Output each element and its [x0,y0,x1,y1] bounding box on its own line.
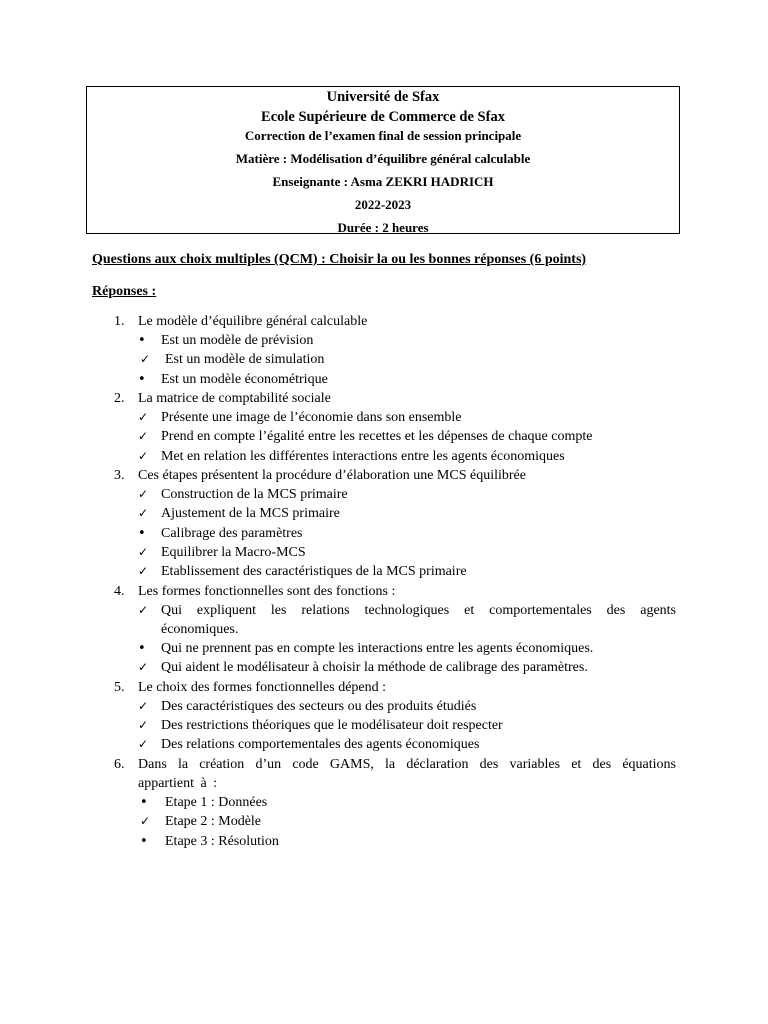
option-text: Equilibrer la Macro-MCS [161,545,306,560]
question-1 [114,312,676,331]
option-5-2 [138,716,676,735]
university-name: Université de Sfax [326,89,440,105]
option-text: Met en relation les différentes interactions entre les agents économiques [161,449,565,464]
bullet-icon: • [138,333,146,348]
option-text: Est un modèle économétrique [161,372,328,387]
bullet-icon: • [138,372,146,387]
question-text: La matrice de comptabilité sociale [138,391,331,406]
bullet-icon: • [138,526,146,541]
question-number: 2. [114,391,125,406]
question-number: 4. [114,584,125,599]
qcm-title: Questions aux choix multiples (QCM) : Choisir la ou les bonnes réponses (6 points) [92,252,587,267]
option-text: Est un modèle de prévision [161,333,314,348]
checkmark-icon: ✓ [138,660,149,674]
exam-duration: Durée : 2 heures [337,220,429,235]
checkmark-icon: ✓ [138,737,149,751]
question-text: Les formes fonctionnelles sont des fonctions : [138,584,396,599]
checkmark-icon: ✓ [138,506,149,520]
option-1-1 [138,331,676,350]
option-2-3 [138,447,676,466]
question-text: Ces étapes présentent la procédure d’élaboration une MCS équilibrée [138,468,526,483]
option-text: Etape 3 : Résolution [165,834,279,849]
checkmark-icon: ✓ [140,352,151,366]
option-text: Qui aident le modélisateur à choisir la méthode de calibrage des paramètres. [161,660,588,675]
option-3-4 [138,543,676,562]
question-6 [114,755,676,794]
option-text: Etablissement des caractéristiques de la MCS primaire [161,564,467,579]
option-text: Est un modèle de simulation [165,352,325,367]
option-6-3 [138,832,676,851]
option-3-1 [138,485,676,504]
exam-title: Correction de l’examen final de session principale [244,128,522,143]
option-text: Prend en compte l’égalité entre les recettes et les dépenses de chaque compte [161,429,593,444]
checkmark-icon: ✓ [140,814,151,828]
option-4-2 [138,639,676,658]
header-box [86,86,680,234]
option-6-1 [138,793,676,812]
option-3-5 [138,562,676,581]
bullet-icon: • [140,795,148,810]
checkmark-icon: ✓ [138,545,149,559]
option-text: Des caractéristiques des secteurs ou des produits étudiés [161,699,477,714]
checkmark-icon: ✓ [138,487,149,501]
option-text: Des restrictions théoriques que le modélisateur doit respecter [161,718,503,733]
checkmark-icon: ✓ [138,603,149,617]
checkmark-icon: ✓ [138,718,149,732]
option-6-2 [138,812,676,831]
option-4-3 [138,658,676,677]
option-text: Des relations comportementales des agents économiques [161,737,480,752]
option-text: Qui ne prennent pas en compte les interactions entre les agents économiques. [161,641,594,656]
bullet-icon: • [138,641,146,656]
option-text: Qui expliquent les relations technologiques et comportementales des agents économiques. [161,603,676,638]
checkmark-icon: ✓ [138,699,149,713]
question-number: 5. [114,680,125,695]
question-text: Le choix des formes fonctionnelles dépend : [138,680,387,695]
checkmark-icon: ✓ [138,564,149,578]
option-1-3 [138,370,676,389]
question-5 [114,678,676,697]
subject-line: Matière : Modélisation d’équilibre général calculable [235,151,531,166]
question-text: Dans la création d’un code GAMS, la déclaration des variables et des équations appartient à : [138,757,676,792]
question-4 [114,582,676,601]
option-3-2 [138,504,676,523]
question-3 [114,466,676,485]
option-3-3 [138,524,676,543]
question-text: Le modèle d’équilibre général calculable [138,314,368,329]
question-number: 6. [114,757,125,772]
question-number: 1. [114,314,125,329]
checkmark-icon: ✓ [138,410,149,424]
checkmark-icon: ✓ [138,449,149,463]
option-2-1 [138,408,676,427]
academic-year: 2022-2023 [354,197,412,212]
checkmark-icon: ✓ [138,429,149,443]
option-text: Etape 1 : Données [165,795,268,810]
option-text: Calibrage des paramètres [161,526,303,541]
question-number: 3. [114,468,125,483]
option-1-2 [138,350,676,369]
option-2-2 [138,427,676,446]
option-text: Construction de la MCS primaire [161,487,348,502]
option-text: Présente une image de l’économie dans son ensemble [161,410,462,425]
teacher-line: Enseignante : Asma ZEKRI HADRICH [272,174,494,189]
option-text: Etape 2 : Modèle [165,814,262,829]
question-2 [114,389,676,408]
option-text: Ajustement de la MCS primaire [161,506,340,521]
option-4-1 [138,601,676,640]
answers-title: Réponses : [92,284,157,299]
option-5-1 [138,697,676,716]
school-name: Ecole Supérieure de Commerce de Sfax [261,109,505,125]
option-5-3 [138,735,676,754]
bullet-icon: • [140,834,148,849]
